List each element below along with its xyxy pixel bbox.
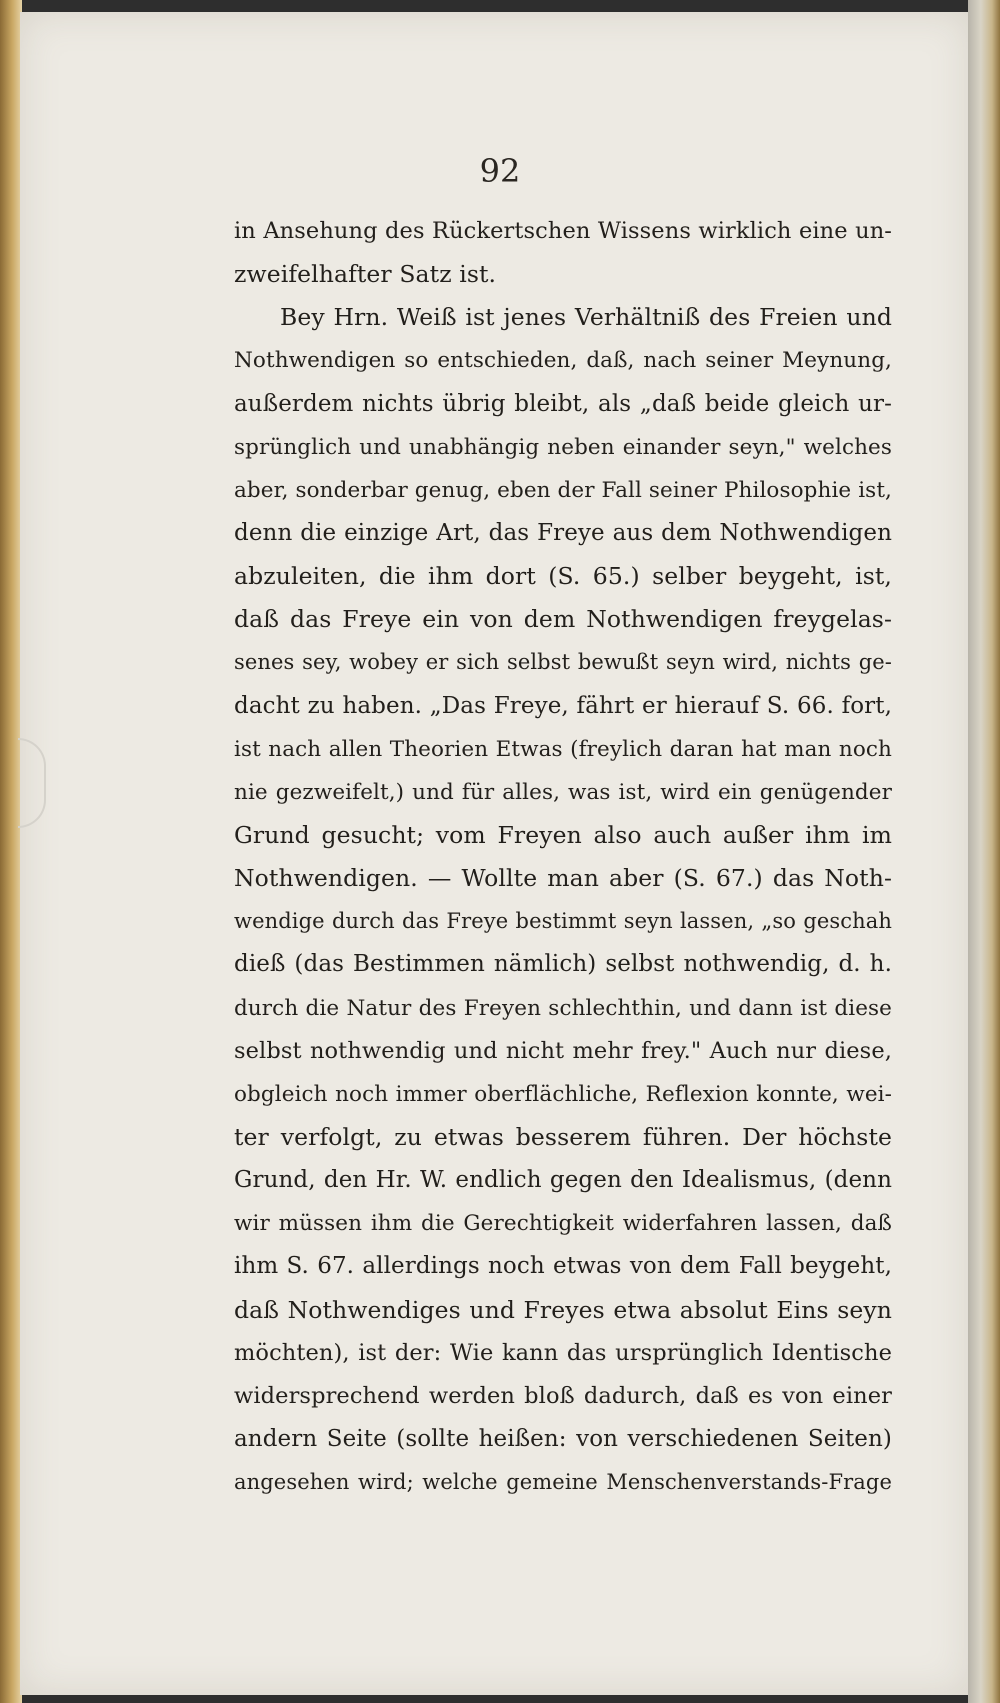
text-line: in Ansehung des Rückertschen Wissens wirklich eine un- xyxy=(234,218,892,244)
text-line: ihm S. 67. allerdings noch etwas von dem Fall beygeht, xyxy=(234,1253,892,1280)
text-line: wir müssen ihm die Gerechtigkeit widerfahren lassen, daß xyxy=(234,1211,892,1237)
text-line: denn die einzige Art, das Freye aus dem Nothwendigen xyxy=(234,519,892,546)
text-line: daß das Freye ein von dem Nothwendigen freygelas- xyxy=(234,605,892,634)
text-line: angesehen wird; welche gemeine Menschenverstands-Frage xyxy=(234,1470,892,1495)
text-line: abzuleiten, die ihm dort (S. 65.) selber beygeht, ist, xyxy=(234,562,892,591)
text-line: Nothwendigen. — Wollte man aber (S. 67.) das Noth- xyxy=(234,864,892,893)
text-line: dieß (das Bestimmen nämlich) selbst nothwendig, d. h. xyxy=(234,951,892,978)
text-line: außerdem nichts übrig bleibt, als „daß beide gleich ur- xyxy=(234,390,892,417)
page-number: 92 xyxy=(479,152,521,190)
text-line: Grund, den Hr. W. endlich gegen den Idealismus, (denn xyxy=(234,1167,892,1194)
text-line: daß Nothwendiges und Freyes etwa absolut Eins seyn xyxy=(234,1295,892,1324)
text-line: senes sey, wobey er sich selbst bewußt seyn wird, nichts ge- xyxy=(234,650,892,675)
text-line: andern Seite (sollte heißen: von verschiedenen Seiten) xyxy=(234,1425,892,1452)
text-line: widersprechend werden bloß dadurch, daß es von einer xyxy=(234,1382,892,1409)
text-line: wendige durch das Freye bestimmt seyn lassen, „so geschah xyxy=(234,909,892,934)
body-text xyxy=(234,210,892,1504)
text-line: Nothwendigen so entschieden, daß, nach seiner Meynung, xyxy=(234,348,892,374)
text-line: ter verfolgt, zu etwas besserem führen. Der höchste xyxy=(234,1122,892,1151)
text-line: sprünglich und unabhängig neben einander seyn," welches xyxy=(234,434,892,460)
binding-edge xyxy=(0,0,22,1703)
text-line: nie gezweifelt,) und für alles, was ist, wird ein genügender xyxy=(234,779,892,805)
text-line: obgleich noch immer oberflächliche, Reflexion konnte, wei- xyxy=(234,1081,892,1107)
text-line: Bey Hrn. Weiß ist jenes Verhältniß des Freien und xyxy=(280,303,892,332)
text-line: aber, sonderbar genug, eben der Fall seiner Philosophie ist, xyxy=(234,477,892,503)
text-line: dacht zu haben. „Das Freye, fährt er hierauf S. 66. fort, xyxy=(234,692,892,719)
text-line: ist nach allen Theorien Etwas (freylich daran hat man noch xyxy=(234,736,892,762)
text-line: durch die Natur des Freyen schlechthin, und dann ist diese xyxy=(234,995,892,1021)
page-hole xyxy=(18,738,46,828)
text-line: möchten), ist der: Wie kann das ursprünglich Identische xyxy=(234,1339,892,1366)
text-line: Grund gesucht; vom Freyen also auch außer ihm im xyxy=(234,820,892,849)
page-stack-edge xyxy=(968,0,1000,1703)
text-line: zweifelhafter Satz ist. xyxy=(234,260,497,289)
text-line: selbst nothwendig und nicht mehr frey." Auch nur diese, xyxy=(234,1037,892,1064)
